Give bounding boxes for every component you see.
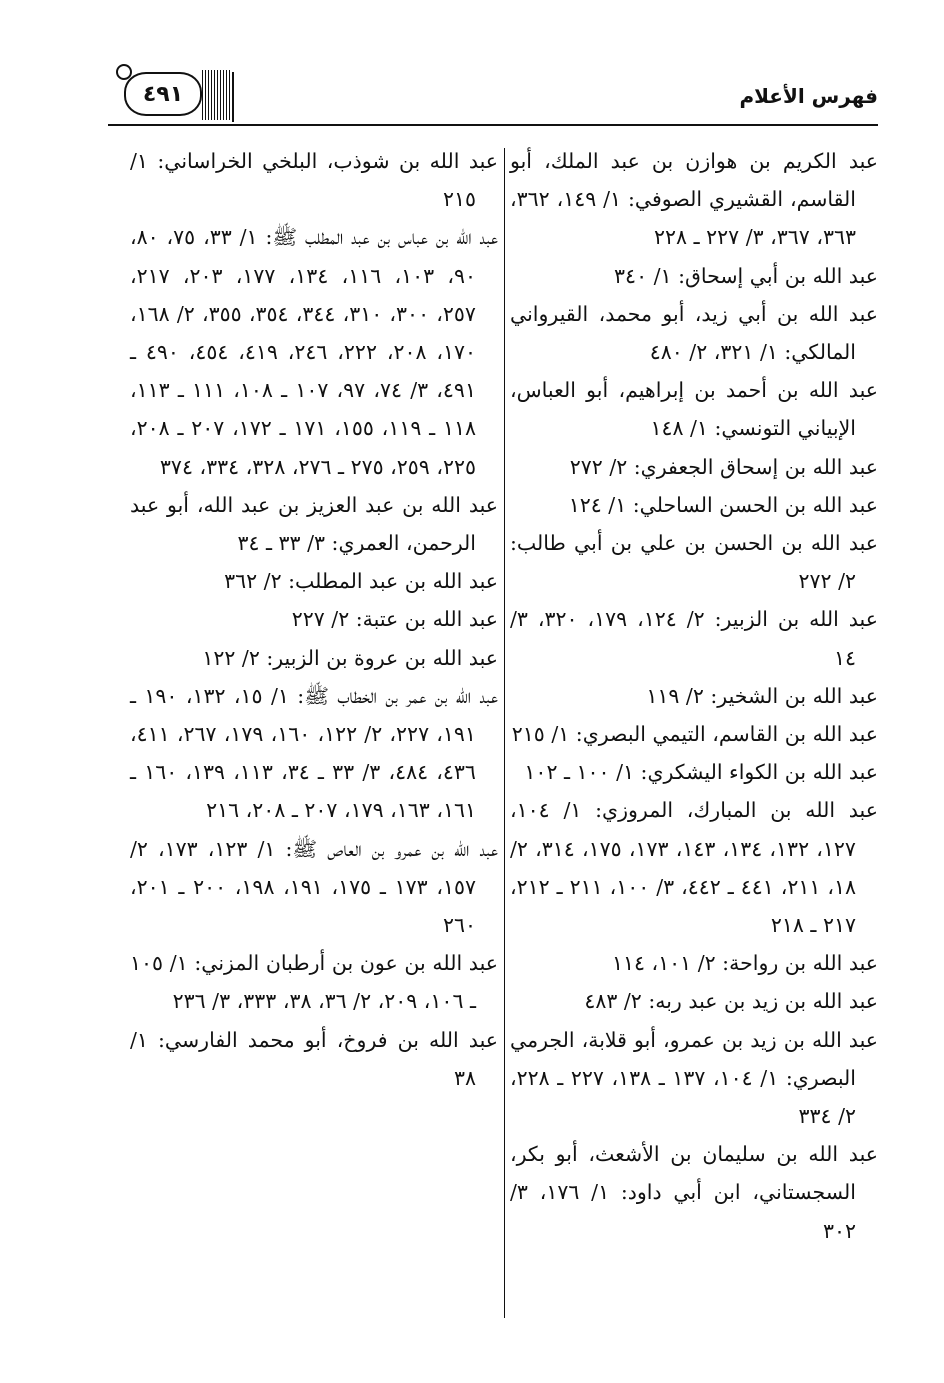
header-rule: [108, 124, 878, 126]
index-entry: عبد الله بن الحسن بن علي بن أبي طالب: ٢/ ٢٧٢: [510, 531, 878, 594]
index-entry: عبد الله بن رواحة: ٢/ ١٠١، ١١٤: [611, 951, 878, 976]
index-entry: عبد الله بن الزبير: ٢/ ١٢٤، ١٧٩، ٣٢٠، ٣/ ١٤: [510, 607, 878, 670]
decorative-rule: [232, 72, 234, 122]
index-entry: عبد الله بن الكواء اليشكري: ١/ ١٠٠ ـ ١٠٢: [524, 760, 878, 785]
index-entry: عبد الله بن عون بن أرطبان المزني: ١/ ١٠٥ ـ ١٠٦، ٢٠٩، ٢/ ٣٦، ٣٨، ٣٣٣، ٣/ ٢٣٦: [130, 951, 498, 1014]
index-entry: عبد الله بن زيد بن عمرو، أبو قلابة، الجرمي البصري: ١/ ١٠٤، ١٣٧ ـ ١٣٨، ٢٢٧ ـ ٢٢٨، ٢/ ٣٣٤: [510, 1027, 878, 1129]
index-entry: عبد الله بن عمر بن الخطاب ﷺ: ١/ ١٥، ١٣٢، ١٩٠ ـ ١٩١، ٢٢٧، ٢/ ١٢٢، ١٦٠، ١٧٩، ٢٦٧، ٤١١، ٤٣٦، ٤٨٤، ٣/ ٣٣ ـ ٣٤، ١١٣، ١٣٩، ١٦٠ ـ ١٦١، ١٦٣، ١٧٩، ٢٠٧ ـ ٢٠٨، ٢١٦: [130, 683, 498, 823]
index-entry: عبد الله بن الحسن الساحلي: ١/ ١٢٤: [568, 492, 878, 517]
index-entry: عبد الله بن أبي زيد، أبو محمد، القيرواني المالكي: ١/ ٣٢١، ٢/ ٤٨٠: [510, 301, 878, 365]
index-entry: عبد الله بن عباس بن عبد المطلب ﷺ: ١/ ٣٣، ٧٥، ٨٠، ٩٠، ١٠٣، ١١٦، ١٣٤، ١٧٧، ٢٠٣، ٢١٧، ٢٥٧، ٣٠٠، ٣١٠، ٣٤٤، ٣٥٤، ٣٥٥، ٢/ ١٦٨، ١٧٠، ٢٠٨، ٢٢٢، ٢٤٦، ٤١٩، ٤٥٤، ٤٩٠ ـ ٤٩١، ٣/ ٧٤، ٩٧، ١٠٧ ـ ١٠٨، ١١١ ـ ١١٣، ١١٨ ـ ١١٩، ١٥٥، ١٧١ ـ ١٧٢، ٢٠٧ ـ ٢٠٨، ٢٢٥، ٢٥٩، ٢٧٥ ـ ٢٧٦، ٣٢٨، ٣٣٤، ٣٧٤: [130, 225, 499, 479]
index-entry: عبد الله بن سليمان بن الأشعث، أبو بكر، السجستاني، ابن أبي داود: ١/ ١٧٦، ٣/ ٣٠٢: [510, 1142, 878, 1243]
index-entry: عبد الله بن شوذب، البلخي الخراساني: ١/ ٢١٥: [130, 149, 498, 212]
index-entry: عبد الله بن عبد المطلب: ٢/ ٣٦٢: [224, 569, 498, 594]
page-number: ٤٩١: [124, 72, 202, 116]
running-title: فهرس الأعلام: [739, 84, 878, 108]
index-entry: عبد الله بن عمرو بن العاص ﷺ: ١/ ١٢٣، ١٧٣، ٢/ ١٥٧، ١٧٣ ـ ١٧٥، ١٩١، ١٩٨، ٢٠٠ ـ ٢٠١، ٢٦٠: [130, 836, 498, 938]
index-entry: عبد الله بن عبد العزيز بن عبد الله، أبو عبد الرحمن، العمري: ٣/ ٣٣ ـ ٣٤: [130, 492, 498, 556]
index-entry: عبد الله بن عروة بن الزبير: ٢/ ١٢٢: [202, 645, 498, 670]
index-entry: عبد الله بن أبي إسحاق: ١/ ٣٤٠: [614, 263, 878, 288]
index-entry: عبد الكريم بن هوازن بن عبد الملك، أبو القاسم، القشيري الصوفي: ١/ ١٤٩، ٣٦٢، ٣٦٣، ٣٦٧، ٣/ ٢٢٧ ـ ٢٢٨: [510, 149, 878, 250]
index-entry: عبد الله بن إسحاق الجعفري: ٢/ ٢٧٢: [569, 454, 878, 479]
index-columns: [130, 142, 878, 1322]
index-entry: عبد الله بن أحمد بن إبراهيم، أبو العباس، الإبياني التونسي: ١/ ١٤٨: [510, 378, 878, 441]
right-column: [510, 142, 878, 1250]
left-column: [130, 142, 498, 1097]
decorative-hatch: [202, 70, 232, 120]
index-entry: عبد الله بن القاسم، التيمي البصري: ١/ ٢١٥: [511, 722, 878, 747]
column-divider: [504, 148, 505, 1318]
page-header: [108, 64, 878, 126]
index-entry: عبد الله بن زيد بن عبد ربه: ٢/ ٤٨٣: [584, 989, 878, 1014]
index-entry: عبد الله بن عتبة: ٢/ ٢٢٧: [291, 607, 498, 632]
index-entry: عبد الله بن فروخ، أبو محمد الفارسي: ١/ ٣٨: [130, 1027, 498, 1090]
index-entry: عبد الله بن المبارك، المروزي: ١/ ١٠٤، ١٢٧، ١٣٢، ١٣٤، ١٤٣، ١٧٣، ١٧٥، ٣١٤، ٢/ ١٨، ٢١١، ٤٤١ ـ ٤٤٢، ٣/ ١٠٠، ٢١١ ـ ٢١٢، ٢١٧ ـ ٢١٨: [510, 798, 878, 938]
index-entry: عبد الله بن الشخير: ٢/ ١١٩: [646, 683, 878, 708]
